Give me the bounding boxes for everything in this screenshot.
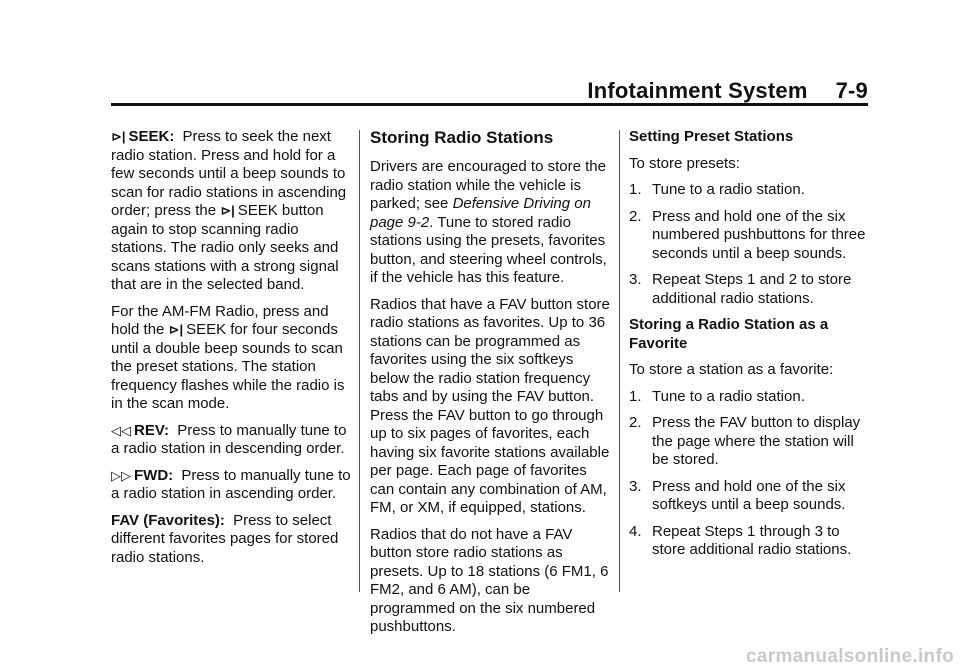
intro-paragraph: [370, 158, 610, 288]
fwd-text: Press to manually tune to a radio station in ascending order.: [111, 466, 351, 502]
amfm-paragraph: [111, 303, 351, 414]
step-item: [629, 414, 869, 470]
step-item: [629, 208, 869, 264]
step-text: Press the FAV button to display the page where the station will be stored.: [652, 414, 861, 468]
step-number: 3.: [629, 477, 642, 495]
column-2: [370, 128, 610, 645]
seek-up-label: SEEK:: [128, 128, 175, 145]
page-header: [111, 78, 868, 104]
presets-intro: To store presets:: [629, 154, 740, 172]
rev-paragraph: [111, 422, 351, 459]
column-divider: [619, 130, 620, 592]
subheading-favorites: Storing a Radio Station as a Favorite: [629, 316, 829, 352]
fav-label: FAV (Favorites):: [111, 511, 225, 529]
column-3: [629, 128, 869, 568]
cross-reference-link[interactable]: Defensive Driving on page 9-2: [370, 195, 591, 231]
step-item: [629, 271, 869, 308]
header-rule: [111, 103, 868, 106]
amfm-text: For the AM-FM Radio, press and hold the: [111, 302, 329, 338]
seek-up-icon: ⊳|: [111, 129, 126, 144]
column-divider: [359, 130, 360, 592]
presets-steps: [629, 181, 869, 308]
step-number: 2.: [629, 207, 642, 225]
step-number: 1.: [629, 181, 642, 198]
amfm-text-2: SEEK for four seconds until a double beep sounds to scan the preset stations. The station frequency flashes while the radio is in the scan mode.: [111, 321, 345, 412]
favorites-steps: [629, 388, 869, 560]
rev-text: Press to manually tune to a radio station in descending order.: [111, 421, 347, 457]
fast-forward-icon: ▷▷: [111, 467, 131, 483]
step-text: Press and hold one of the six numbered pushbuttons for three seconds until a beep sounds.: [652, 207, 866, 262]
fav-radios-paragraph: Radios that have a FAV button store radio stations as favorites. Up to 36 stations can be programmed as favorites using the six softkeys below the radio station frequency tabs and by using the FAV button. Press the FAV button to go through up to six pages of favorites, each having six favorite stations available per page. Each page of favorites can contain any combination of AM, FM, or XM, if equipped, stations.: [370, 295, 610, 516]
seek-up-text: Press to seek the next radio station. Press and hold for a few seconds until a beep sounds to scan for radio stations in ascending order; press the: [111, 128, 347, 219]
subheading-presets: Setting Preset Stations: [629, 128, 794, 145]
section-title: Infotainment System: [587, 78, 808, 103]
step-text: Tune to a radio station.: [652, 387, 805, 405]
fav-paragraph: [111, 512, 351, 568]
step-text: Repeat Steps 1 through 3 to store additional radio stations.: [652, 522, 852, 558]
step-item: [629, 478, 869, 515]
intro-text: Drivers are encouraged to store the radio station while the vehicle is parked; see: [370, 158, 606, 212]
watermark: carmanualsonline.info: [746, 646, 954, 667]
seek-up-text-2: SEEK button again to stop scanning radio stations. The radio only seeks and scans stations with a strong signal that are in the selected band.: [111, 202, 339, 293]
preset-radios-paragraph: Radios that do not have a FAV button store radio stations as presets. Up to 18 stations (6 FM1, 6 FM2, and 6 AM), can be programmed on the six numbered pushbuttons.: [370, 525, 609, 635]
column-1: [111, 128, 351, 575]
seek-up-icon: ⊳|: [168, 322, 184, 337]
step-number: 2.: [629, 414, 642, 431]
section-heading: Storing Radio Stations: [370, 128, 554, 147]
rev-label: REV:: [134, 421, 170, 439]
rewind-icon: ◁◁: [111, 422, 131, 438]
fav-text: Press to select different favorites pages for stored radio stations.: [111, 511, 339, 566]
step-text: Press and hold one of the six softkeys until a beep sounds.: [652, 477, 846, 513]
fwd-label: FWD:: [134, 466, 174, 484]
step-number: 3.: [629, 271, 642, 288]
step-number: 1.: [629, 387, 642, 405]
step-text: Tune to a radio station.: [652, 181, 805, 198]
step-item: [629, 181, 869, 200]
fwd-paragraph: [111, 467, 351, 504]
page-number: 7-9: [835, 78, 868, 103]
step-item: [629, 523, 869, 560]
step-text: Repeat Steps 1 and 2 to store additional radio stations.: [652, 271, 852, 307]
intro-text-2: . Tune to stored radio stations using the presets, favorites button, and steering wheel controls, if the vehicle has this feature.: [370, 213, 607, 286]
step-number: 4.: [629, 522, 642, 540]
favorites-intro: To store a station as a favorite:: [629, 361, 834, 378]
seek-up-icon: ⊳|: [220, 203, 235, 218]
step-item: [629, 388, 869, 407]
seek-up-paragraph: [111, 128, 351, 295]
